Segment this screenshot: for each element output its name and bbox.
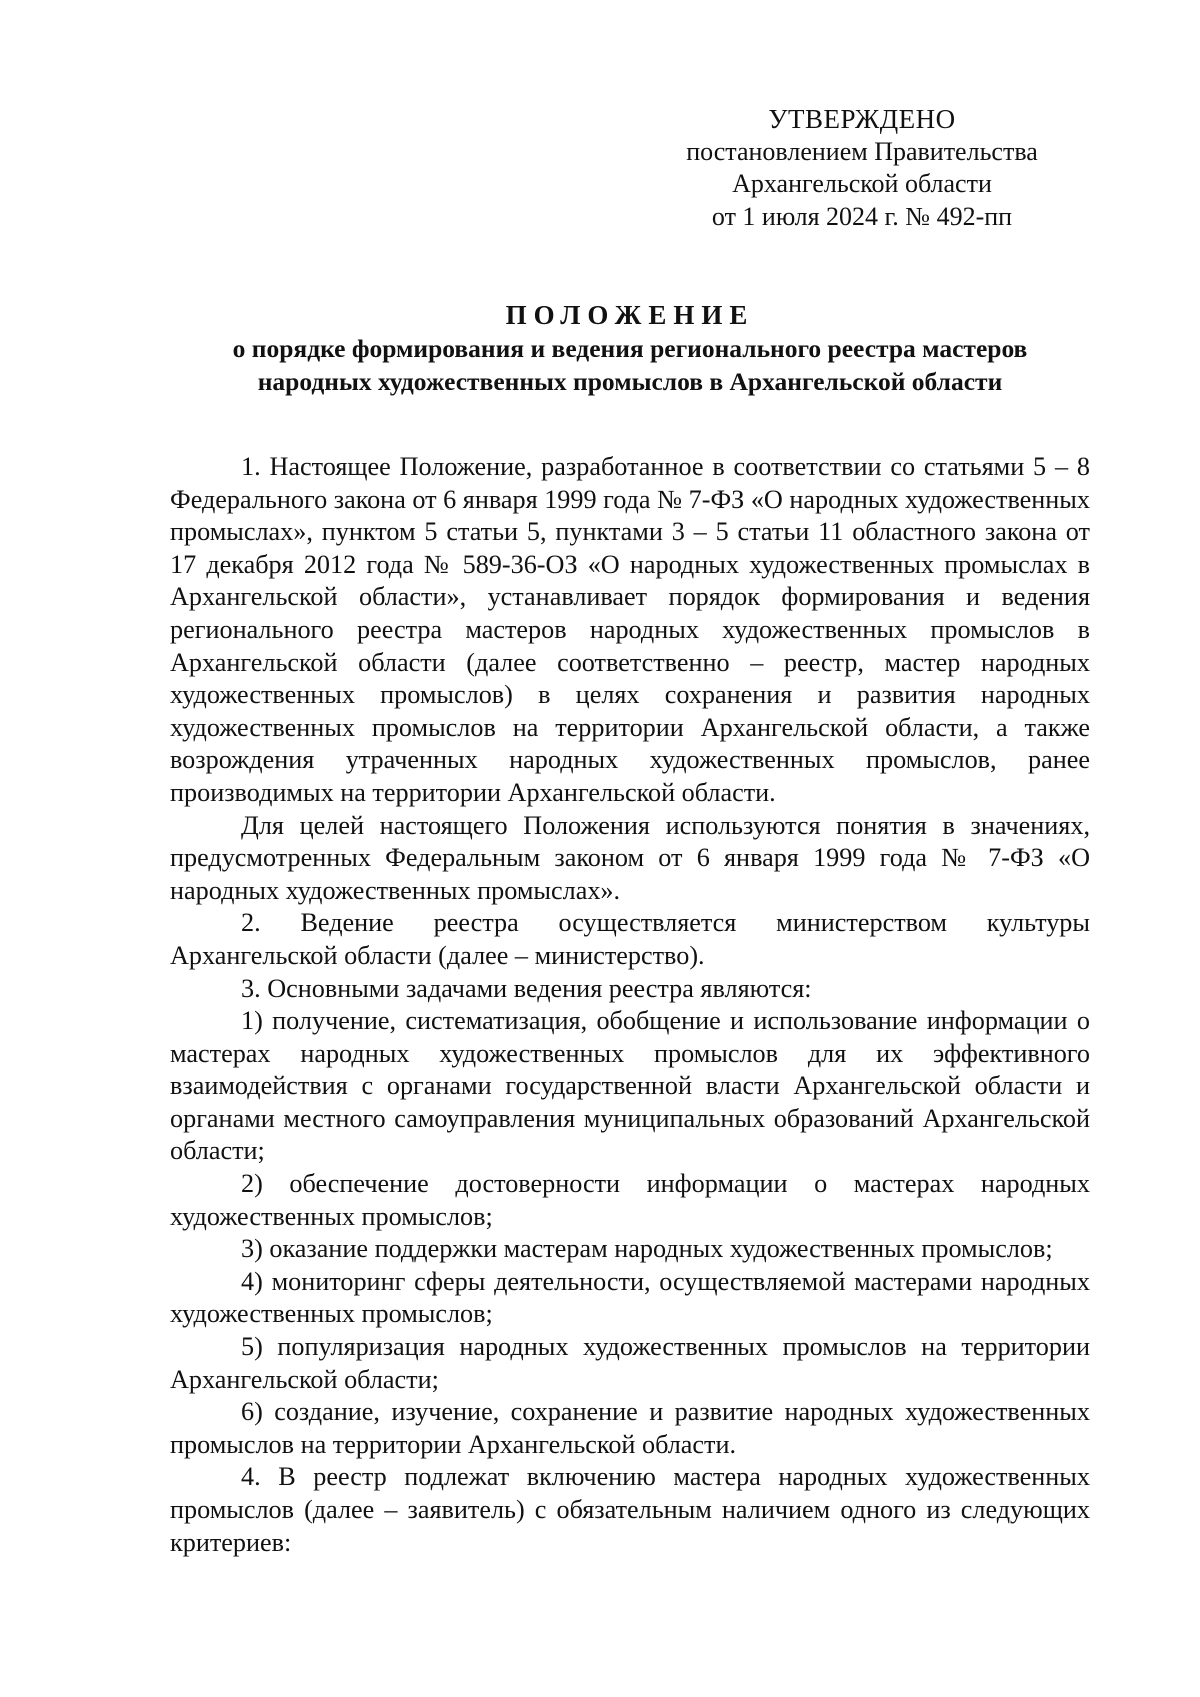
paragraph-3-item-6: 6) создание, изучение, сохранение и развитие народных художественных промыслов на территории Архангельской области. <box>170 1397 1090 1459</box>
paragraph-3: 3. Основными задачами ведения реестра являются: <box>241 973 812 1003</box>
paragraph-definitions: Для целей настоящего Положения используются понятия в значениях, предусмотренных Федеральным законом от 6 января 1999 года № 7-ФЗ «О народных художественных промыслах». <box>170 810 1090 905</box>
approval-block <box>652 103 1072 233</box>
document-heading <box>168 298 1092 398</box>
approval-line-1: постановлением Правительства <box>686 136 1038 166</box>
document-body <box>170 451 1090 1559</box>
approval-line-2: Архангельской области <box>732 169 992 198</box>
approval-line-3: от 1 июля 2024 г. № 492-пп <box>711 201 1013 231</box>
document-title: ПОЛОЖЕНИЕ <box>505 300 755 330</box>
paragraph-3-item-2: 2) обеспечение достоверности информации о мастерах народных художественных промыслов; <box>170 1169 1090 1231</box>
paragraph-2: 2. Ведение реестра осуществляется министерством культуры Архангельской области (далее – министерство). <box>170 908 1090 970</box>
paragraph-3-item-5: 5) популяризация народных художественных промыслов на территории Архангельской области; <box>170 1332 1090 1394</box>
document-subtitle-line-2: народных художественных промыслов в Архангельской области <box>257 367 1003 396</box>
paragraph-3-item-3: 3) оказание поддержки мастерам народных художественных промыслов; <box>241 1234 1053 1264</box>
paragraph-3-item-4: 4) мониторинг сферы деятельности, осуществляемой мастерами народных художественных промыслов; <box>170 1266 1090 1329</box>
approval-title: УТВЕРЖДЕНО <box>768 104 956 134</box>
paragraph-3-item-1: 1) получение, систематизация, обобщение и использование информации о мастерах народных художественных промыслов для их эффективного взаимодействия с органами государственной власти Архангельской области и органами местного самоуправления муниципальных образований Архангельской области; <box>170 1006 1090 1166</box>
paragraph-4: 4. В реестр подлежат включению мастера народных художественных промыслов (далее – заявитель) с обязательным наличием одного из следующих критериев: <box>170 1462 1090 1557</box>
paragraph-1: 1. Настоящее Положение, разработанное в соответствии со статьями 5 – 8 Федерального закона от 6 января 1999 года № 7-ФЗ «О народных художественных промыслах», пунктом 5 статьи 5, пунктами 3 – 5 статьи 11 областного закона от 17 декабря 2012 года № 589-36-ОЗ «О народных художественных промыслах в Архангельской области», устанавливает порядок формирования и ведения регионального реестра мастеров народных художественных промыслов в Архангельской области (далее соответственно – реестр, мастер народных художественных промыслов) в целях сохранения и развития народных художественных промыслов на территории Архангельской области, а также возрождения утраченных народных художественных промыслов, ранее производимых на территории Архангельской области. <box>170 452 1090 807</box>
document-subtitle-line-1: о порядке формирования и ведения регионального реестра мастеров <box>232 334 1028 363</box>
